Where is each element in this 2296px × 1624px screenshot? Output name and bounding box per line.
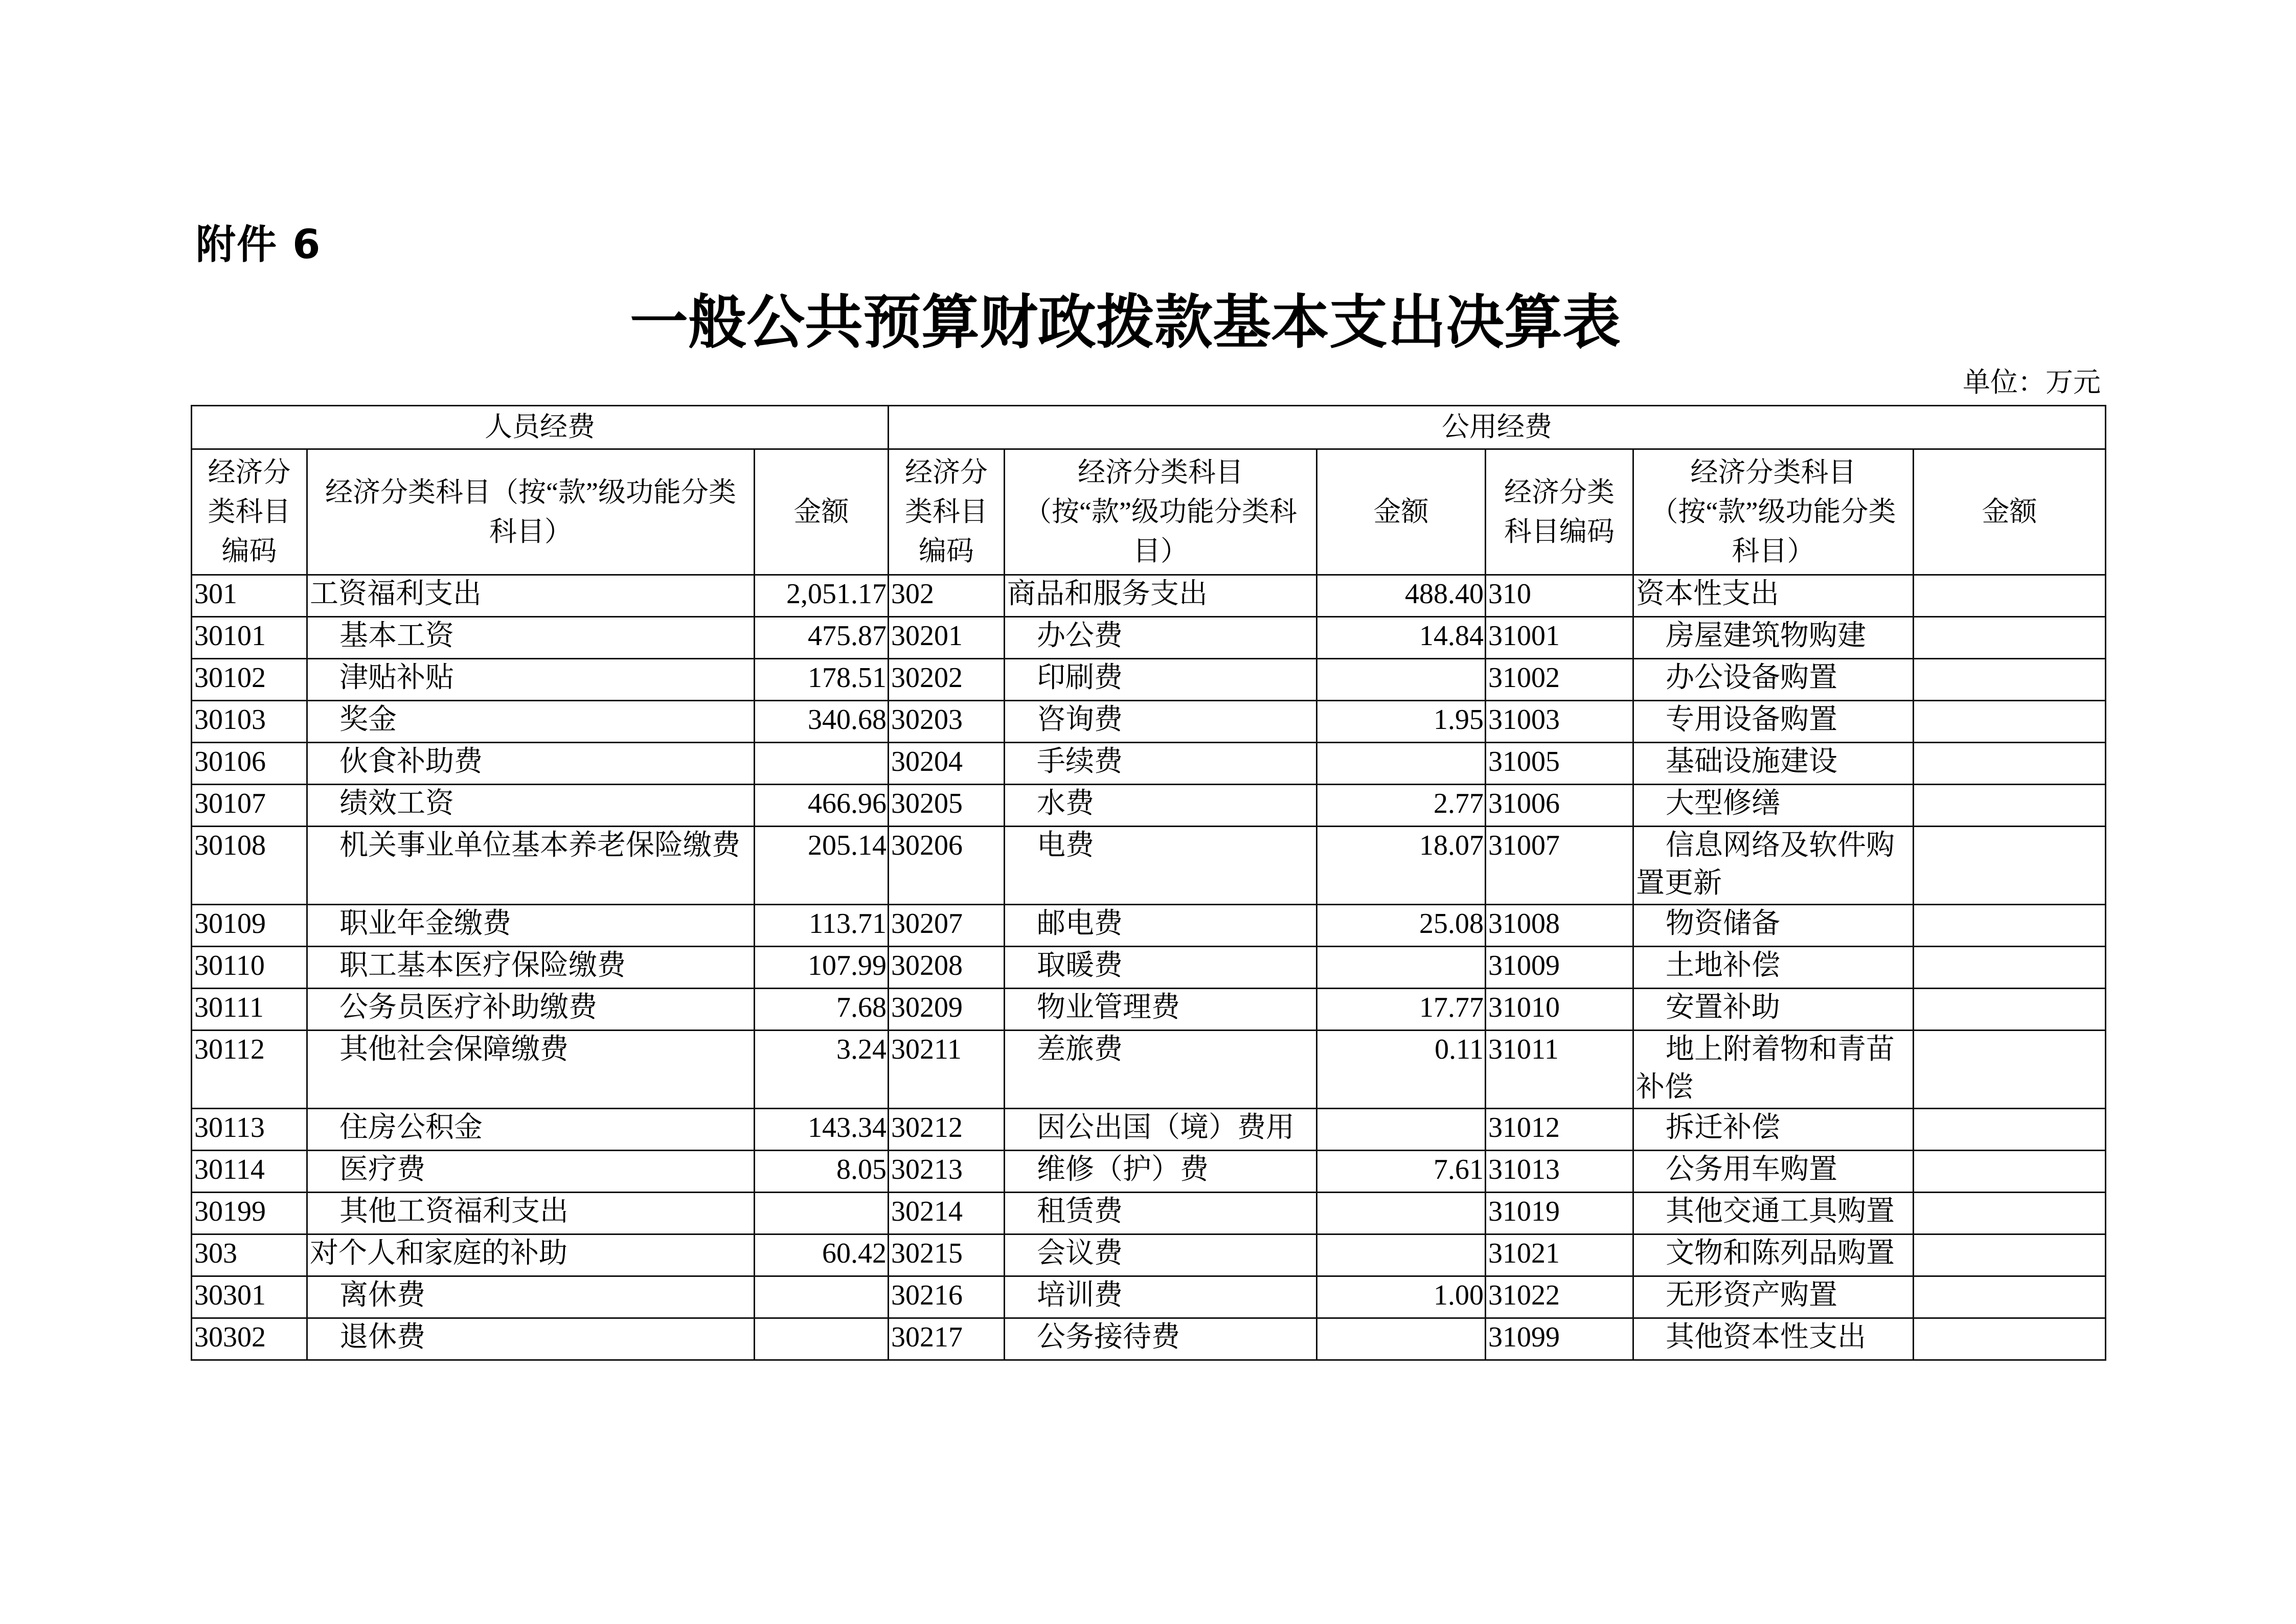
goods-amount-cell: 7.61 (1317, 1151, 1486, 1193)
personnel-code-cell: 30114 (192, 1151, 307, 1193)
table-row (192, 575, 2106, 617)
personnel-amount-cell (755, 1276, 889, 1318)
table-row (192, 701, 2106, 743)
capital-code-cell: 31099 (1486, 1318, 1633, 1360)
capital-amount-cell (1914, 827, 2106, 905)
capital-name-cell: 无形资产购置 (1633, 1276, 1914, 1318)
capital-code-cell: 31001 (1486, 617, 1633, 659)
table-row (192, 1276, 2106, 1318)
capital-code-cell: 31006 (1486, 785, 1633, 827)
personnel-amount-cell: 107.99 (755, 947, 889, 989)
capital-name-cell: 公务用车购置 (1633, 1151, 1914, 1193)
personnel-amount-cell: 2,051.17 (755, 575, 889, 617)
goods-name-cell: 租赁费 (1005, 1193, 1317, 1234)
personnel-code-cell: 30107 (192, 785, 307, 827)
table-row (192, 905, 2106, 947)
capital-name-cell: 拆迁补偿 (1633, 1109, 1914, 1151)
capital-amount-cell (1914, 989, 2106, 1031)
capital-code-cell: 31010 (1486, 989, 1633, 1031)
goods-name-cell: 手续费 (1005, 743, 1317, 785)
personnel-code-cell: 30103 (192, 701, 307, 743)
goods-name-cell: 印刷费 (1005, 659, 1317, 701)
capital-name-cell: 专用设备购置 (1633, 701, 1914, 743)
personnel-code-cell: 30112 (192, 1031, 307, 1109)
header-public2-amount: 金额 (1914, 449, 2106, 575)
goods-amount-cell: 2.77 (1317, 785, 1486, 827)
table-row (192, 617, 2106, 659)
personnel-name-cell: 医疗费 (307, 1151, 755, 1193)
goods-code-cell: 30211 (889, 1031, 1005, 1109)
goods-code-cell: 30212 (889, 1109, 1005, 1151)
personnel-amount-cell: 340.68 (755, 701, 889, 743)
capital-code-cell: 31011 (1486, 1031, 1633, 1109)
group-personnel: 人员经费 (192, 406, 889, 449)
group-public: 公用经费 (889, 406, 2106, 449)
capital-name-cell: 文物和陈列品购置 (1633, 1234, 1914, 1276)
personnel-amount-cell: 466.96 (755, 785, 889, 827)
capital-name-cell: 土地补偿 (1633, 947, 1914, 989)
capital-code-cell: 31013 (1486, 1151, 1633, 1193)
table-row (192, 1234, 2106, 1276)
capital-amount-cell (1914, 905, 2106, 947)
capital-code-cell: 31009 (1486, 947, 1633, 989)
goods-code-cell: 30206 (889, 827, 1005, 905)
personnel-name-cell: 公务员医疗补助缴费 (307, 989, 755, 1031)
personnel-name-cell: 绩效工资 (307, 785, 755, 827)
header-personnel-name: 经济分类科目（按“款”级功能分类科目） (307, 449, 755, 575)
capital-code-cell: 31019 (1486, 1193, 1633, 1234)
personnel-name-cell: 津贴补贴 (307, 659, 755, 701)
personnel-amount-cell: 3.24 (755, 1031, 889, 1109)
table-row (192, 743, 2106, 785)
expenditure-table (191, 405, 2106, 1361)
goods-name-cell: 邮电费 (1005, 905, 1317, 947)
capital-amount-cell (1914, 1234, 2106, 1276)
capital-amount-cell (1914, 659, 2106, 701)
personnel-code-cell: 30109 (192, 905, 307, 947)
goods-amount-cell: 1.00 (1317, 1276, 1486, 1318)
personnel-name-cell: 基本工资 (307, 617, 755, 659)
table-row (192, 785, 2106, 827)
capital-amount-cell (1914, 701, 2106, 743)
table-row (192, 659, 2106, 701)
capital-amount-cell (1914, 1276, 2106, 1318)
table-row (192, 947, 2106, 989)
capital-amount-cell (1914, 575, 2106, 617)
capital-code-cell: 310 (1486, 575, 1633, 617)
header-public1-amount: 金额 (1317, 449, 1486, 575)
goods-code-cell: 30201 (889, 617, 1005, 659)
personnel-code-cell: 30101 (192, 617, 307, 659)
table-row (192, 827, 2106, 905)
capital-code-cell: 31002 (1486, 659, 1633, 701)
personnel-name-cell: 机关事业单位基本养老保险缴费 (307, 827, 755, 905)
personnel-amount-cell: 178.51 (755, 659, 889, 701)
capital-name-cell: 资本性支出 (1633, 575, 1914, 617)
goods-amount-cell: 0.11 (1317, 1031, 1486, 1109)
personnel-amount-cell (755, 1318, 889, 1360)
capital-code-cell: 31021 (1486, 1234, 1633, 1276)
personnel-code-cell: 30106 (192, 743, 307, 785)
goods-name-cell: 会议费 (1005, 1234, 1317, 1276)
capital-amount-cell (1914, 1151, 2106, 1193)
goods-code-cell: 30208 (889, 947, 1005, 989)
personnel-name-cell: 其他社会保障缴费 (307, 1031, 755, 1109)
personnel-code-cell: 30110 (192, 947, 307, 989)
capital-code-cell: 31022 (1486, 1276, 1633, 1318)
capital-amount-cell (1914, 785, 2106, 827)
personnel-amount-cell: 113.71 (755, 905, 889, 947)
capital-amount-cell (1914, 1193, 2106, 1234)
personnel-amount-cell: 60.42 (755, 1234, 889, 1276)
capital-name-cell: 信息网络及软件购置更新 (1633, 827, 1914, 905)
goods-amount-cell: 1.95 (1317, 701, 1486, 743)
goods-amount-cell: 18.07 (1317, 827, 1486, 905)
capital-amount-cell (1914, 743, 2106, 785)
goods-name-cell: 办公费 (1005, 617, 1317, 659)
attachment-label: 附件 6 (196, 222, 322, 268)
personnel-code-cell: 30113 (192, 1109, 307, 1151)
goods-amount-cell (1317, 1318, 1486, 1360)
goods-amount-cell (1317, 743, 1486, 785)
goods-code-cell: 30213 (889, 1151, 1005, 1193)
goods-amount-cell (1317, 947, 1486, 989)
capital-code-cell: 31012 (1486, 1109, 1633, 1151)
capital-code-cell: 31007 (1486, 827, 1633, 905)
goods-code-cell: 30205 (889, 785, 1005, 827)
header-personnel-code: 经济分类科目编码 (192, 449, 307, 575)
header-public2-code: 经济分类科目编码 (1486, 449, 1633, 575)
personnel-name-cell: 住房公积金 (307, 1109, 755, 1151)
personnel-amount-cell: 8.05 (755, 1151, 889, 1193)
personnel-amount-cell: 143.34 (755, 1109, 889, 1151)
table-row (192, 1318, 2106, 1360)
table-row (192, 1109, 2106, 1151)
goods-code-cell: 302 (889, 575, 1005, 617)
capital-amount-cell (1914, 1318, 2106, 1360)
personnel-amount-cell: 475.87 (755, 617, 889, 659)
personnel-name-cell: 奖金 (307, 701, 755, 743)
capital-name-cell: 基础设施建设 (1633, 743, 1914, 785)
header-public2-name: 经济分类科目（按“款”级功能分类科目） (1633, 449, 1914, 575)
personnel-name-cell: 退休费 (307, 1318, 755, 1360)
capital-amount-cell (1914, 1109, 2106, 1151)
page-title: 一般公共预算财政拨款基本支出决算表 (629, 288, 1621, 356)
capital-code-cell: 31005 (1486, 743, 1633, 785)
capital-name-cell: 大型修缮 (1633, 785, 1914, 827)
goods-name-cell: 培训费 (1005, 1276, 1317, 1318)
goods-name-cell: 电费 (1005, 827, 1317, 905)
goods-code-cell: 30217 (889, 1318, 1005, 1360)
capital-name-cell: 其他资本性支出 (1633, 1318, 1914, 1360)
personnel-amount-cell: 7.68 (755, 989, 889, 1031)
personnel-code-cell: 30199 (192, 1193, 307, 1234)
personnel-amount-cell (755, 1193, 889, 1234)
goods-name-cell: 物业管理费 (1005, 989, 1317, 1031)
goods-amount-cell: 488.40 (1317, 575, 1486, 617)
goods-amount-cell: 17.77 (1317, 989, 1486, 1031)
personnel-amount-cell (755, 743, 889, 785)
goods-amount-cell: 25.08 (1317, 905, 1486, 947)
goods-amount-cell (1317, 1109, 1486, 1151)
goods-code-cell: 30214 (889, 1193, 1005, 1234)
goods-name-cell: 取暖费 (1005, 947, 1317, 989)
personnel-name-cell: 伙食补助费 (307, 743, 755, 785)
column-header-row (192, 449, 2106, 575)
capital-amount-cell (1914, 1031, 2106, 1109)
header-public1-code: 经济分类科目编码 (889, 449, 1005, 575)
personnel-amount-cell: 205.14 (755, 827, 889, 905)
goods-code-cell: 30202 (889, 659, 1005, 701)
capital-code-cell: 31003 (1486, 701, 1633, 743)
goods-amount-cell (1317, 1234, 1486, 1276)
personnel-name-cell: 其他工资福利支出 (307, 1193, 755, 1234)
table-row (192, 1031, 2106, 1109)
goods-amount-cell: 14.84 (1317, 617, 1486, 659)
goods-amount-cell (1317, 659, 1486, 701)
capital-name-cell: 安置补助 (1633, 989, 1914, 1031)
unit-label: 单位：万元 (1963, 367, 2101, 398)
goods-name-cell: 水费 (1005, 785, 1317, 827)
personnel-code-cell: 30302 (192, 1318, 307, 1360)
personnel-code-cell: 30111 (192, 989, 307, 1031)
personnel-name-cell: 离休费 (307, 1276, 755, 1318)
personnel-code-cell: 30301 (192, 1276, 307, 1318)
personnel-code-cell: 30108 (192, 827, 307, 905)
personnel-code-cell: 30102 (192, 659, 307, 701)
personnel-name-cell: 职工基本医疗保险缴费 (307, 947, 755, 989)
capital-name-cell: 物资储备 (1633, 905, 1914, 947)
goods-name-cell: 维修（护）费 (1005, 1151, 1317, 1193)
personnel-code-cell: 301 (192, 575, 307, 617)
capital-name-cell: 其他交通工具购置 (1633, 1193, 1914, 1234)
table-row (192, 1151, 2106, 1193)
header-personnel-amount: 金额 (755, 449, 889, 575)
goods-code-cell: 30216 (889, 1276, 1005, 1318)
capital-name-cell: 办公设备购置 (1633, 659, 1914, 701)
goods-code-cell: 30204 (889, 743, 1005, 785)
table-row (192, 989, 2106, 1031)
personnel-name-cell: 对个人和家庭的补助 (307, 1234, 755, 1276)
goods-name-cell: 公务接待费 (1005, 1318, 1317, 1360)
goods-code-cell: 30209 (889, 989, 1005, 1031)
capital-name-cell: 房屋建筑物购建 (1633, 617, 1914, 659)
goods-amount-cell (1317, 1193, 1486, 1234)
capital-name-cell: 地上附着物和青苗补偿 (1633, 1031, 1914, 1109)
table-body (192, 575, 2106, 1360)
capital-amount-cell (1914, 617, 2106, 659)
capital-amount-cell (1914, 947, 2106, 989)
goods-code-cell: 30203 (889, 701, 1005, 743)
goods-code-cell: 30215 (889, 1234, 1005, 1276)
goods-name-cell: 咨询费 (1005, 701, 1317, 743)
personnel-name-cell: 工资福利支出 (307, 575, 755, 617)
goods-name-cell: 商品和服务支出 (1005, 575, 1317, 617)
goods-code-cell: 30207 (889, 905, 1005, 947)
header-public1-name: 经济分类科目（按“款”级功能分类科目） (1005, 449, 1317, 575)
table-row (192, 1193, 2106, 1234)
personnel-name-cell: 职业年金缴费 (307, 905, 755, 947)
capital-code-cell: 31008 (1486, 905, 1633, 947)
goods-name-cell: 因公出国（境）费用 (1005, 1109, 1317, 1151)
goods-name-cell: 差旅费 (1005, 1031, 1317, 1109)
group-header-row (192, 406, 2106, 449)
personnel-code-cell: 303 (192, 1234, 307, 1276)
